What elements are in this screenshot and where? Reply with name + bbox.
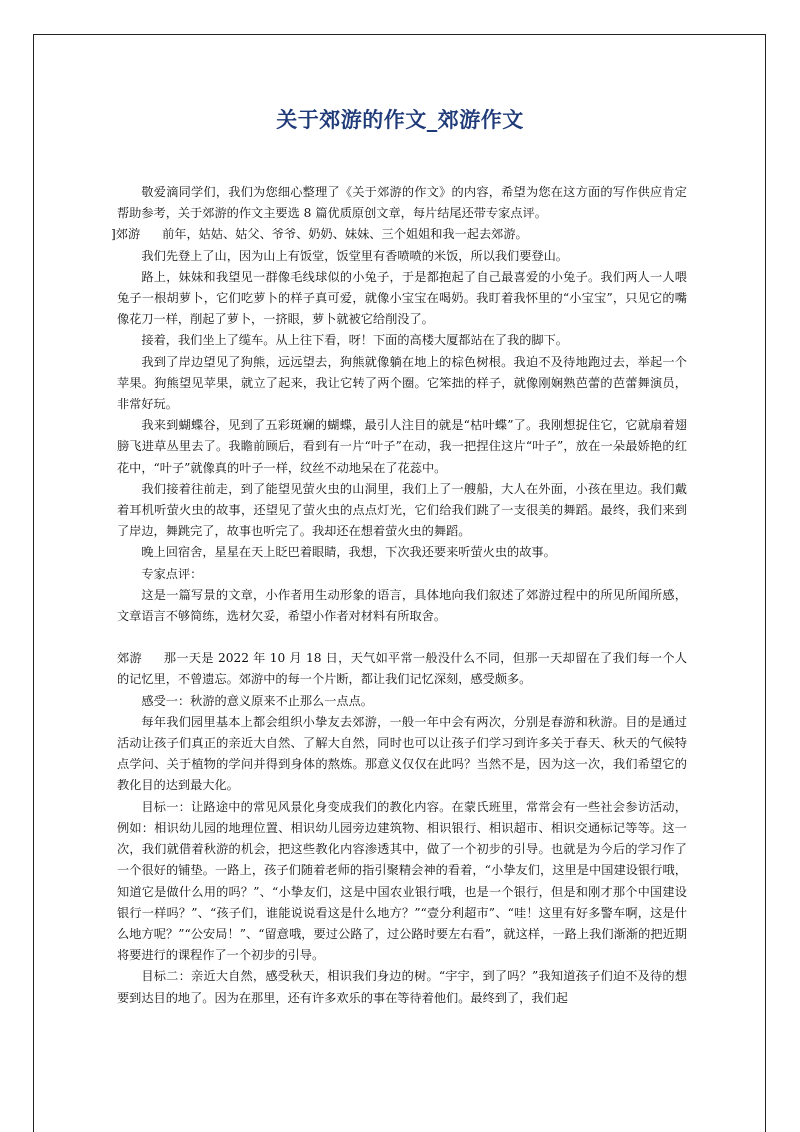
essay1-paragraph: 晚上回宿舍，星星在天上眨巴着眼睛，我想，下次我还要来听萤火虫的故事。 [141,545,556,560]
essay2-first-line: 那一天是 2022 年 10 月 18 日，天气如平常一般没什么不同，但那一天却留在了我们每一个人的记忆里，不曾遗忘。郊游中的每一个片断，都让我们记忆深刻，感受颇多。 [117,651,688,687]
essay1-paragraph: 我来到蝴蝶谷，见到了五彩斑斓的蝴蝶，最引人注目的就是“枯叶蝶”了。我刚想捉住它，它就扇着翅膀飞进草丛里去了。我瞻前顾后，看到有一片“叶子”在动，我一把捏住这片“叶子”，放在一朵最娇艳的红花中，“叶子”就像真的叶子一样，纹丝不动地呆在了花蕊中。 [117,418,687,475]
essay1-paragraph: 我到了岸边望见了狗熊，远远望去，狗熊就像躺在地上的棕色树根。我迫不及待地跑过去，举起一个苹果。狗熊望见苹果，就立了起来，我让它转了两个圈。它笨拙的样子，就像刚娴熟芭蕾的芭蕾舞演员，非常好玩。 [117,354,687,412]
essay2-paragraph: 感受一：秋游的意义原来不止那么一点点。 [141,693,373,708]
document-body [111,182,688,1009]
essay2-paragraph: 目标一：让路途中的常见风景化身变成我们的教化内容。在蒙氏班里，常常会有一些社会参访活动，例如：相识幼儿园的地理位置、相识幼儿园旁边建筑物、相识银行、相识超市、相识交通标记等等。这一次，我们就借着秋游的机会，把这些教化内容渗透其中，做了一个初步的引导。也就是为今后的学习作了一个很好的铺垫。一路上，孩子们随着老师的指引聚精会神的看着，“小挚友们，这里是中国建设银行哦，知道它是做什么用的吗？”、“小挚友们，这是中国农业银行哦，也是一个银行，但是和刚才那个中国建设银行一样吗？”、“孩子们，谁能说说看这是什么地方？”“壹分利超市”、“哇！这里有好多警车啊，这是什么地方呢？”“公安局！”、“留意哦，要过公路了，过公路时要左右看”，就这样，一路上我们渐渐的把近期将要进行的课程作了一个初步的引导。 [117,799,687,963]
essay1-paragraph: 我们先登上了山，因为山上有饭堂，饭堂里有香喷喷的米饭，所以我们要登山。 [141,248,568,263]
essay2-label: 郊游 [117,651,142,666]
essay2-paragraph: 目标二：亲近大自然，感受秋天，相识我们身边的树。“宇宇，到了吗？”我知道孩子们迫不及待的想要到达目的地了。因为在那里，还有许多欢乐的事在等待着他们。最终到了，我们起 [117,969,687,1005]
essay1-paragraph: 路上，妹妹和我望见一群像毛线球似的小兔子，于是都抱起了自己最喜爱的小兔子。我们两人一人喂兔子一根胡萝卜，它们吃萝卜的样子真可爱，就像小宝宝在喝奶。我盯着我怀里的“小宝宝”，只见它的嘴像花刀一样，削起了萝卜，一挤眼，萝卜就被它给削没了。 [117,269,687,327]
essay2-paragraph: 每年我们园里基本上都会组织小挚友去郊游，一般一年中会有两次，分别是春游和秋游。目的是通过活动让孩子们真正的亲近大自然、了解大自然，同时也可以让孩子们学习到许多关于春天、秋天的气候特点学问、关于植物的学问并得到身体的熬炼。那意义仅仅在此吗？当然不是，因为这一次，我们希望它的教化目的达到最大化。 [117,714,687,793]
expert-comment-heading: 专家点评： [141,566,203,581]
expert-comment: 这是一篇写景的文章，小作者用生动形象的语言，具体地向我们叙述了郊游过程中的所见所闻所感，文章语言不够简练，选材欠妥，希望小作者对材料有所取舍。 [117,587,687,624]
essay1-paragraph: 接着，我们坐上了缆车。从上往下看，呀！下面的高楼大厦都站在了我的脚下。 [141,333,568,348]
essay2-first-paragraph [117,648,687,690]
section-gap [117,627,687,648]
essay1-first-paragraph [111,224,687,245]
essay1-first-line: 前年，姑姑、姑父、爷爷、奶奶、妹妹、三个姐姐和我一起去郊游。 [162,227,528,242]
essay1-label: ]郊游 [111,227,141,242]
intro-paragraph: 敬爱滴同学们，我们为您细心整理了《关于郊游的作文》的内容，希望为您在这方面的写作供应肯定帮助参考，关于郊游的作文主要选 8 篇优质原创文章，每片结尾还带专家点评。 [117,185,687,221]
document-title: 关于郊游的作文_郊游作文 [276,107,524,132]
essay1-paragraph: 我们接着往前走，到了能望见萤火虫的山洞里，我们上了一艘船，大人在外面，小孩在里边。我们戴着耳机听萤火虫的故事，还望见了萤火虫的点点灯光，它们给我们跳了一支很美的舞蹈。最终，我们来到了岸边，舞跳完了，故事也听完了。我却还在想着萤火虫的舞蹈。 [117,481,687,539]
